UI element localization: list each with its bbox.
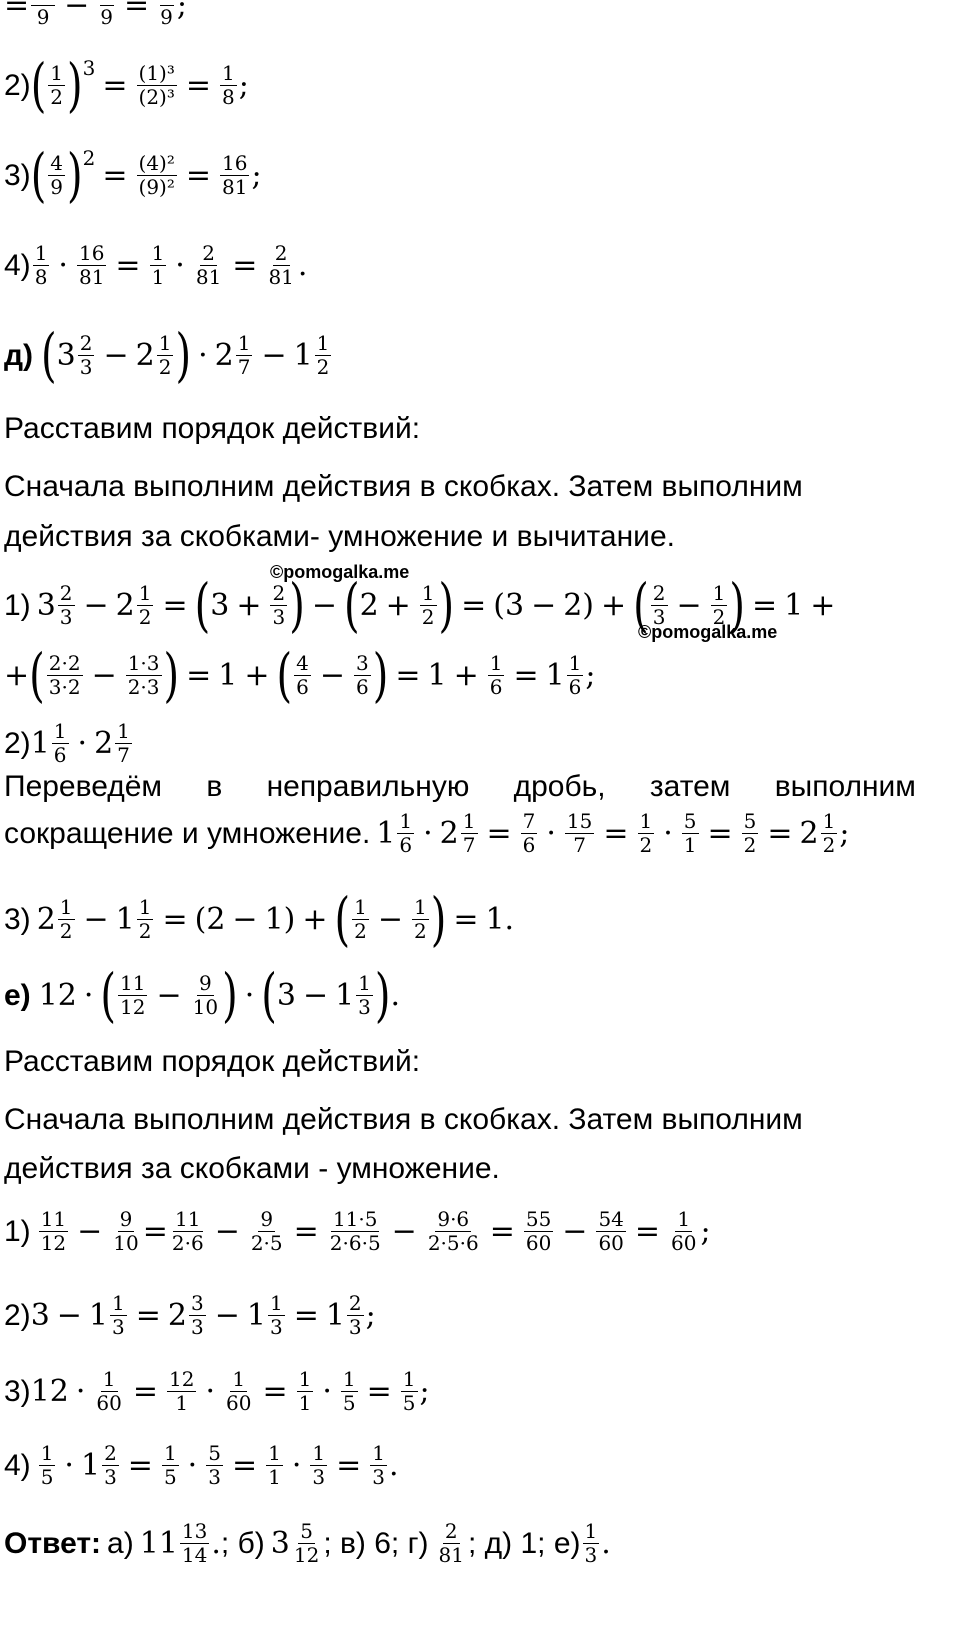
part-d-step-2: 2) 1 $\frac{1}{6}$ · 2 $\frac{1}{7}$ [4, 719, 130, 767]
part-e-step-3: 3) 12 · $\frac{1}{60}$ = $\frac{12}{1}$ · $\frac{1}{60}$ = $\frac{1}{1}$ · $\frac{1}{5}$ = $\frac{1}{5}$ ; [4, 1367, 430, 1415]
watermark: ©pomogalka.me [270, 562, 410, 582]
part-e-heading: е) 12 · ( $\frac{11}{12}$ − $\frac{9}{10}$ ) · ( 3 − 1 $\frac{1}{3}$ ) . [4, 962, 401, 1029]
convert-line-1: Переведём в неправильную дробь, затем выполним [4, 770, 916, 803]
order-title-1: Расставим порядок действий: [4, 412, 421, 445]
part-d-step-1: 1) 3 $\frac{2}{3}$ − 2 $\frac{1}{2}$ = ( 3 + $\frac{2}{3}$ ) − ( 2 + $\frac{1}{2}$ ) = (3 − 2) + ( $\frac{2}{3}$ − $\frac{1}{2}$ ) = 1 + [4, 572, 836, 639]
part-e-step-2: 2) 3 − 1 $\frac{1}{3}$ = 2 $\frac{3}{3}$ − 1 $\frac{1}{3}$ = 1 $\frac{2}{3}$ ; [4, 1291, 376, 1339]
part-e-step-1: 1) $\frac{11}{12}$ − $\frac{9}{10}$ = $\frac{11}{2\cdot 6}$ − $\frac{9}{2\cdot 5}$ = $\frac{11\cdot 5}{2\cdot 6\cdot 5}$ − $\frac{9\cdot 6}{2\cdot 5\cdot 6}$ = $\frac{55}{60}$ − $\frac{54}{60}$ = $\frac{1}{60}$ ; [4, 1207, 711, 1255]
exercise-3: 3) ( $\frac{4}{9}$ ) 2 = $\frac{\text{(4)²}}{\text{(9)²}}$ = $\frac{16}{81}$ ; [4, 142, 262, 209]
instruction-line-4: действия за скобками - умножение. [4, 1152, 500, 1185]
part-d-heading: д) ( 3 $\frac{2}{3}$ − 2 $\frac{1}{2}$ ) · 2 $\frac{1}{7}$ − 1 $\frac{1}{2}$ [4, 322, 330, 389]
line-top: = 9 − 9 = 9 ; [4, 0, 187, 29]
answer-line: Ответ: а) 11 $\frac{13}{14}$ . ; б) 3 $\frac{5}{12}$ ; в) 6; г) $\frac{2}{81}$ ; д) 1; е) $\frac{1}{3}$ . [4, 1519, 611, 1567]
convert-line-2: сокращение и умножение. 1 $\frac{1}{6}$ · 2 $\frac{1}{7}$ = $\frac{7}{6}$ · $\frac{15}{7}$ = $\frac{1}{2}$ · $\frac{5}{1}$ = $\frac{5}{2}$ = 2 $\frac{1}{2}$ ; [4, 809, 850, 857]
part-e-step-4: 4) $\frac{1}{5}$ · 1 $\frac{2}{3}$ = $\frac{1}{5}$ · $\frac{5}{3}$ = $\frac{1}{1}$ · $\frac{1}{3}$ = $\frac{1}{3}$ . [4, 1441, 399, 1489]
exercise-2: 2) ( $\frac{1}{2}$ ) 3 = $\frac{\text{(1)³}}{\text{(2)³}}$ = $\frac{1}{8}$ ; [4, 52, 249, 119]
instruction-line-2: действия за скобками- умножение и вычитание. [4, 520, 675, 553]
instruction-line-1: Сначала выполним действия в скобках. Затем выполним [4, 470, 803, 503]
watermark-2: ©pomogalka.me [638, 622, 778, 642]
exercise-4: 4) $\frac{1}{8}$ · $\frac{16}{81}$ = $\frac{1}{1}$ · $\frac{2}{81}$ = $\frac{2}{81}$ . [4, 241, 308, 289]
instruction-line-3: Сначала выполним действия в скобках. Затем выполним [4, 1103, 803, 1136]
part-d-step-1-cont: + ( $\frac{2\cdot 2}{3\cdot 2}$ − $\frac{1\cdot 3}{2\cdot 3}$ ) = 1 + ( $\frac{4}{6}$ − $\frac{3}{6}$ ) = 1 + $\frac{1}{6}$ = 1 $\frac{1}{6}$ ; [4, 642, 596, 709]
part-d-step-3: 3) 2 $\frac{1}{2}$ − 1 $\frac{1}{2}$ = (2 − 1) + ( $\frac{1}{2}$ − $\frac{1}{2}$ ) = 1. [4, 886, 515, 953]
order-title-2: Расставим порядок действий: [4, 1045, 421, 1078]
